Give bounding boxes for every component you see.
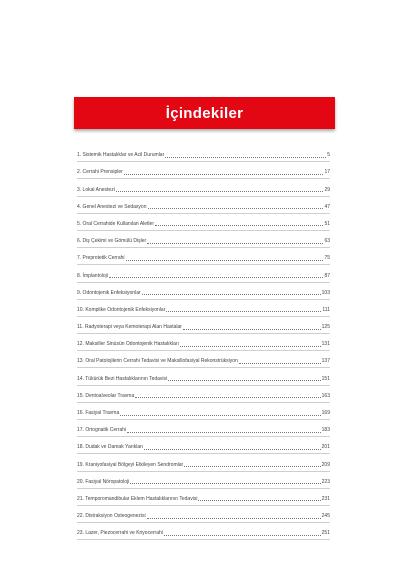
dot-leader [239,363,321,364]
table-of-contents [77,142,330,537]
toc-entry-title: 6. Diş Çekimi ve Gömülü Dişler [77,238,147,245]
toc-entry-title: 10. Komplike Odontojenik Enfeksiyonlar [77,306,166,313]
toc-entry-page-number: 5 [327,152,330,159]
dot-leader [116,191,324,192]
toc-entry-title: 20. Fasiyal Nöropatoloji [77,478,130,485]
toc-entry-page-number: 63 [324,238,330,245]
dot-leader [164,535,321,536]
toc-entry[interactable] [77,297,330,314]
toc-entry-title: 22. Distraksiyon Osteogenezisi [77,513,146,520]
dot-leader [183,329,321,330]
dot-leader [168,380,321,381]
dot-leader [142,294,321,295]
toc-entry-page-number: 163 [321,392,330,399]
dot-leader [124,174,324,175]
toc-entry[interactable] [77,314,330,331]
toc-entry-title: 23. Lazer, Piezocerrahi ve Kriyocerrahi [77,530,163,537]
toc-entry[interactable] [77,228,330,245]
toc-entry-title: 21. Temporomandibular Eklem Hastalıklarının Tedavisi [77,495,198,502]
toc-entry-title: 17. Ortognatik Cerrahi [77,427,127,434]
toc-entry[interactable] [77,520,330,537]
toc-entry[interactable] [77,280,330,297]
toc-entry-title: 9. Odontojenik Enfeksiyonlar [77,289,141,296]
toc-entry[interactable] [77,142,330,159]
dot-leader [120,415,320,416]
toc-entry-page-number: 87 [324,272,330,279]
toc-entry-page-number: 183 [321,427,330,434]
dot-leader [126,260,324,261]
toc-entry[interactable] [77,331,330,348]
toc-entry-title: 13. Oral Patolojilerin Cerrahi Tedavisi ve Maksillofasiyal Rekonstrüksiyon [77,358,238,365]
toc-entry-page-number: 75 [324,255,330,262]
title-banner [74,97,335,129]
toc-entry[interactable] [77,211,330,228]
toc-entry-page-number: 137 [321,358,330,365]
toc-entry-title: 2. Cerrahi Prensipler [77,169,123,176]
toc-entry-title: 1. Sistemik Hastalıklar ve Acil Durumlar [77,152,165,159]
toc-entry-page-number: 251 [321,530,330,537]
toc-entry-page-number: 125 [321,324,330,331]
dot-leader [180,346,321,347]
dot-leader [127,432,320,433]
toc-entry-title: 19. Kraniyofasiyal Bölgeyi Etkileyen Sendromlar [77,461,184,468]
toc-entry-title: 3. Lokal Anestezi [77,186,115,193]
toc-entry[interactable] [77,451,330,468]
toc-entry-page-number: 111 [322,306,330,313]
dot-leader [148,208,324,209]
dot-leader [147,518,321,519]
toc-entry[interactable] [77,262,330,279]
toc-entry-title: 11. Radyoterapi veya Kemoterapi Alan Hastalar [77,324,182,331]
toc-entry-page-number: 47 [324,203,330,210]
toc-entry-title: 14. Tükürük Bezi Hastalıklarının Tedavisi [77,375,168,382]
toc-entry-title: 18. Dudak ve Damak Yarıkları [77,444,144,451]
toc-entry[interactable] [77,417,330,434]
toc-entry[interactable] [77,469,330,486]
toc-entry-page-number: 29 [324,186,330,193]
toc-entry-page-number: 245 [321,513,330,520]
dot-leader [166,311,321,312]
toc-entry-title: 4. Genel Anestezi ve Sedasyon [77,203,147,210]
toc-entry-page-number: 51 [324,220,330,227]
toc-entry-title: 7. Preprotetik Cerrahi [77,255,125,262]
toc-entry-page-number: 201 [321,444,330,451]
dot-leader [198,500,320,501]
dot-leader [135,397,320,398]
dot-leader [147,243,323,244]
toc-entry-page-number: 231 [321,495,330,502]
toc-entry-page-number: 209 [321,461,330,468]
toc-entry-title: 15. Dentoalveolar Travma [77,392,135,399]
toc-entry-page-number: 17 [324,169,330,176]
dot-leader [130,483,320,484]
dot-leader [165,157,326,158]
toc-entry-title: 5. Oral Cerrahide Kullanılan Aletler [77,220,154,227]
dot-leader [155,225,323,226]
toc-entry[interactable] [77,176,330,193]
toc-entry-title: 8. İmplantoloji [77,272,108,279]
dot-leader [184,466,320,467]
toc-entry[interactable] [77,159,330,176]
toc-entry-page-number: 169 [321,410,330,416]
toc-entry[interactable] [77,245,330,262]
page-title: İçindekiler [165,104,244,122]
toc-entry[interactable] [77,400,330,417]
toc-entry[interactable] [77,486,330,503]
dot-leader [144,449,320,450]
toc-entry-page-number: 223 [321,478,330,485]
toc-entry-page-number: 103 [321,289,330,296]
toc-entry-title: 12. Maksiller Sinüsün Odontojenik Hastalıkları [77,341,179,348]
toc-entry[interactable] [77,434,330,451]
toc-entry[interactable] [77,383,330,400]
toc-entry-title: 16. Fasiyal Travma [77,410,120,416]
toc-entry-page-number: 151 [321,375,330,382]
toc-entry[interactable] [77,348,330,365]
toc-entry[interactable] [77,194,330,211]
dot-leader [109,277,324,278]
toc-entry[interactable] [77,503,330,520]
toc-entry-page-number: 131 [321,341,330,348]
toc-entry[interactable] [77,365,330,382]
